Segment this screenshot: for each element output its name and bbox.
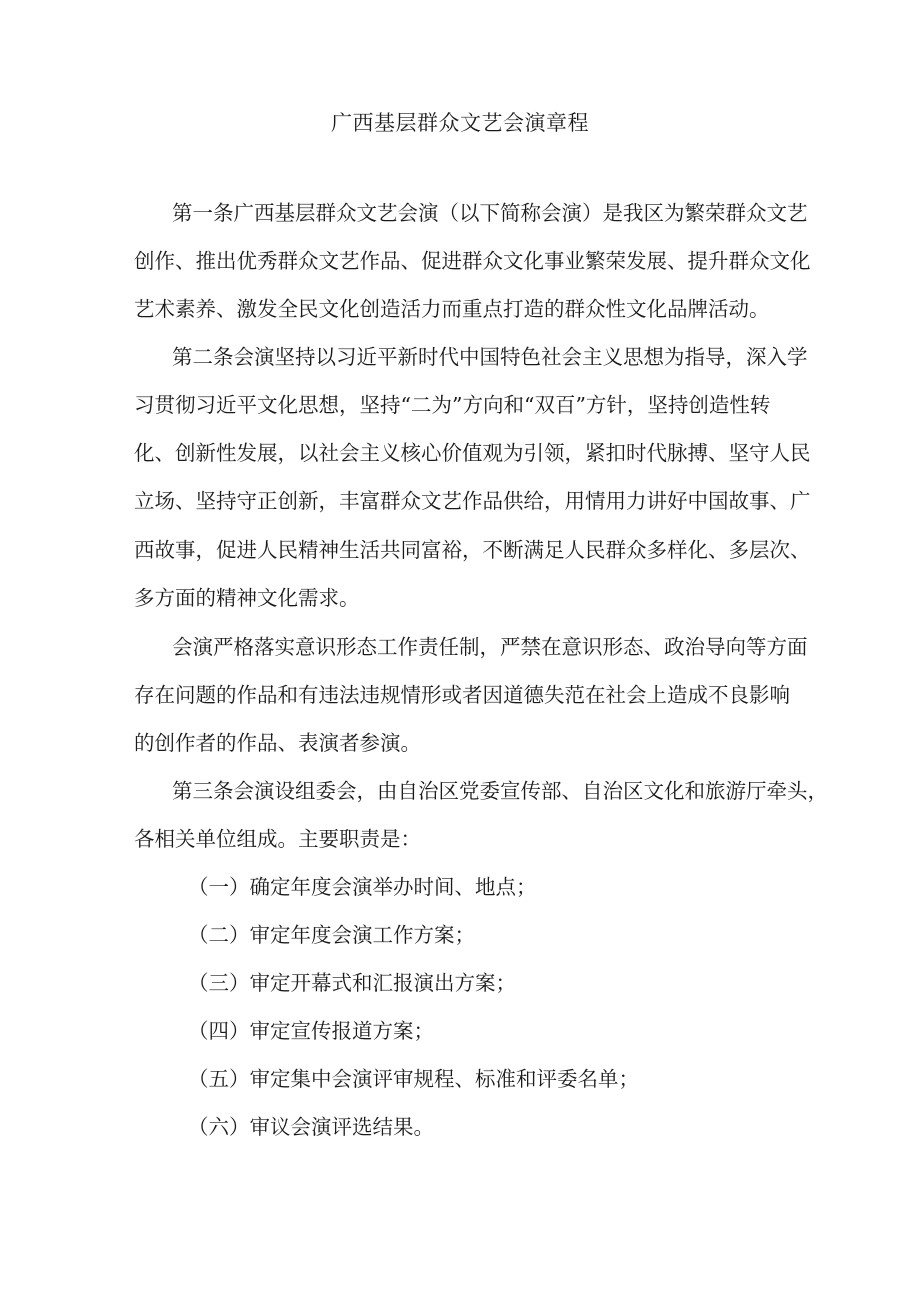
duty-item-3: （三）审定开幕式和汇报演出方案；	[188, 971, 516, 995]
duty-item-5: （五）审定集中会演评审规程、标准和评委名单；	[188, 1067, 639, 1091]
article2-line-4: 立场、坚持守正创新，丰富群众文艺作品供给，用情用力讲好中国故事、广	[134, 489, 811, 513]
article3-line-2: 各相关单位组成。主要职责是：	[134, 827, 421, 851]
duty-item-2: （二）审定年度会演工作方案；	[188, 923, 475, 947]
article2-line-2: 习贯彻习近平文化思想，坚持“二为”方向和“双百”方针，坚持创造性转	[134, 393, 771, 417]
duty-item-4: （四）审定宣传报道方案；	[188, 1019, 434, 1043]
duty-item-1: （一）确定年度会演举办时间、地点；	[188, 875, 537, 899]
document-title: 广西基层群众文艺会演章程	[331, 111, 589, 135]
article2-line-3: 化、创新性发展，以社会主义核心价值观为引领，紧扣时代脉搏、坚守人民	[134, 441, 811, 465]
article3-line-1: 第三条会演设组委会，由自治区党委宣传部、自治区文化和旅游厅牵头，	[172, 779, 828, 803]
article1-line-3: 艺术素养、激发全民文化创造活力而重点打造的群众性文化品牌活动。	[134, 297, 770, 321]
article1-line-1: 第一条广西基层群众文艺会演（以下简称会演）是我区为繁荣群众文艺	[172, 201, 808, 225]
article2-line-6: 多方面的精神文化需求。	[134, 586, 360, 610]
article2b-line-3: 的创作者的作品、表演者参演。	[134, 731, 421, 755]
article2-line-5: 西故事，促进人民精神生活共同富裕，不断满足人民群众多样化、多层次、	[134, 538, 811, 562]
article2b-line-2: 存在问题的作品和有违法违规情形或者因道德失范在社会上造成不良影响	[134, 683, 790, 707]
article2b-line-1: 会演严格落实意识形态工作责任制，严禁在意识形态、政治导向等方面	[172, 635, 808, 659]
article1-line-2: 创作、推出优秀群众文艺作品、促进群众文化事业繁荣发展、提升群众文化	[134, 249, 811, 273]
duty-item-6: （六）审议会演评选结果。	[188, 1115, 434, 1139]
article2-line-1: 第二条会演坚持以习近平新时代中国特色社会主义思想为指导，深入学	[172, 345, 808, 369]
